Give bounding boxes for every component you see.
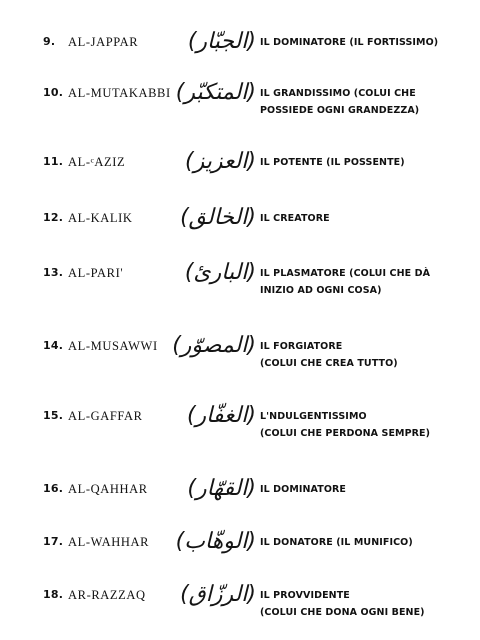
transliteration: AL-QAHHAR (68, 482, 148, 496)
entry-number: 9. (43, 35, 56, 48)
transliteration: AL-KALIK (68, 211, 133, 225)
entry-number: 13. (43, 266, 64, 279)
entry-number: 14. (43, 339, 64, 352)
meaning-line: IL POTENTE (IL POSSENTE) (260, 157, 405, 168)
transliteration: AL-MUSAWWI (68, 339, 158, 353)
meaning-line: IL DOMINATORE (IL FORTISSIMO) (260, 37, 439, 48)
entry-number: 16. (43, 482, 64, 495)
meaning-line: IL CREATORE (260, 213, 330, 224)
entry-number: 17. (43, 535, 64, 548)
meaning-line: INIZIO AD OGNI COSA) (260, 284, 382, 296)
arabic-calligraphy: (المتكبّر) (175, 80, 256, 105)
arabic-calligraphy: (الجبّار) (187, 29, 256, 54)
entry-number: 18. (43, 588, 64, 601)
transliteration: AL-GAFFAR (68, 409, 143, 423)
entry-number: 11. (43, 155, 64, 168)
entry-number: 10. (43, 86, 64, 99)
arabic-calligraphy: (الخالق) (180, 205, 256, 230)
italian-meaning (260, 588, 455, 621)
meaning-line: IL DOMINATORE (260, 484, 347, 495)
arabic-calligraphy: (العزيز) (185, 149, 256, 174)
italian-meaning (260, 535, 455, 552)
meaning-line: IL PLASMATORE (COLUI CHE DÀ (260, 268, 431, 279)
italian-meaning (260, 211, 455, 228)
meaning-line: (COLUI CHE DONA OGNI BENE) (260, 606, 425, 618)
entry-number: 12. (43, 211, 64, 224)
italian-meaning (260, 482, 455, 499)
meaning-line: (COLUI CHE CREA TUTTO) (260, 357, 398, 369)
transliteration: AL-MUTAKABBI (68, 86, 171, 100)
italian-meaning (260, 35, 455, 52)
transliteration: AL-ᶜAZIZ (68, 155, 126, 169)
arabic-calligraphy: (القهّار) (187, 476, 256, 501)
arabic-calligraphy: (الغفّار) (186, 403, 256, 428)
italian-meaning (260, 339, 455, 372)
italian-meaning (260, 155, 455, 172)
italian-meaning (260, 409, 455, 442)
entry-number: 15. (43, 409, 64, 422)
italian-meaning (260, 266, 455, 299)
meaning-line: (COLUI CHE PERDONA SEMPRE) (260, 427, 431, 439)
meaning-line: IL FORGIATORE (260, 341, 343, 352)
meaning-line: L'NDULGENTISSIMO (260, 411, 367, 422)
arabic-calligraphy: (الرزّاق) (180, 582, 256, 607)
meaning-line: IL GRANDISSIMO (COLUI CHE (260, 88, 416, 99)
transliteration: AL-WAHHAR (68, 535, 150, 549)
meaning-line: IL DONATORE (IL MUNIFICO) (260, 537, 413, 548)
transliteration: AL-JAPPAR (68, 35, 139, 49)
italian-meaning (260, 86, 455, 119)
arabic-calligraphy: (المصوّر) (172, 333, 256, 358)
arabic-calligraphy: (الوهّاب) (175, 529, 256, 554)
transliteration: AL-PARI' (68, 266, 124, 280)
meaning-line: POSSIEDE OGNI GRANDEZZA) (260, 104, 420, 116)
meaning-line: IL PROVVIDENTE (260, 590, 350, 601)
transliteration: AR-RAZZAQ (68, 588, 146, 602)
arabic-calligraphy: (البارئ) (184, 260, 256, 285)
